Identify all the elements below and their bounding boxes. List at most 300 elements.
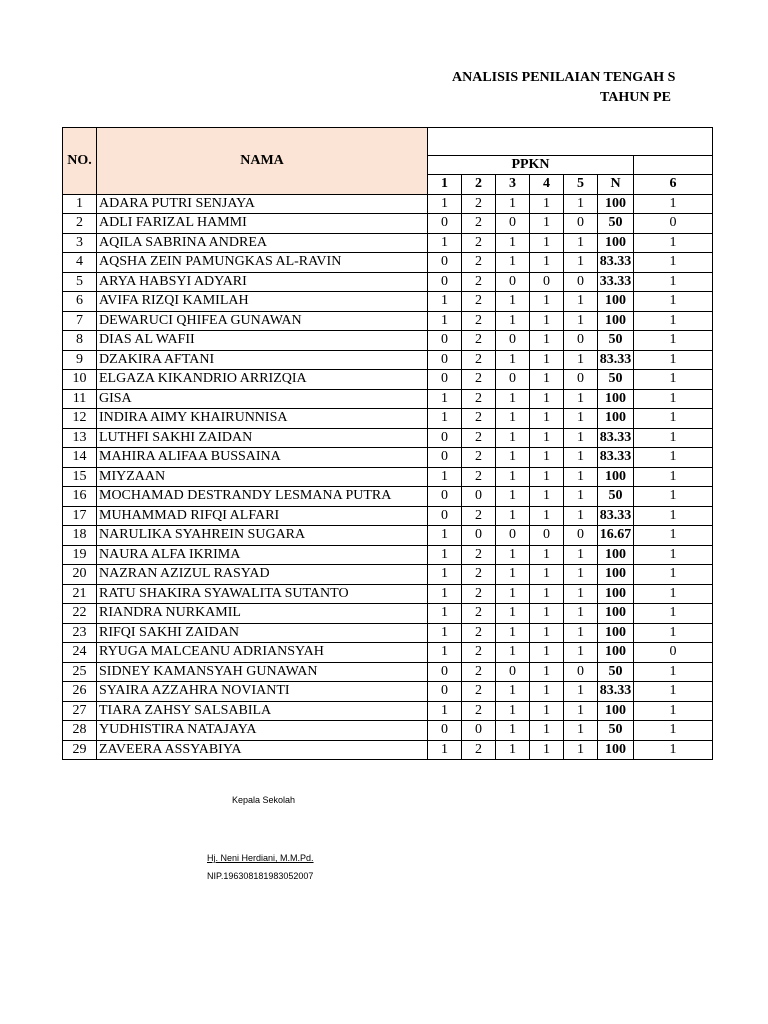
table-row: [63, 467, 713, 487]
score-n: 83.33: [598, 448, 634, 468]
score-n: 100: [598, 233, 634, 253]
score-n: 83.33: [598, 506, 634, 526]
column-header-no: NO.: [63, 128, 97, 195]
score-q4: 1: [530, 292, 564, 312]
score-q1: 1: [428, 409, 462, 429]
student-name: AQILA SABRINA ANDREA: [97, 233, 428, 253]
table-row: [63, 643, 713, 663]
score-q2: 2: [462, 701, 496, 721]
signature-role: Kepala Sekolah: [232, 795, 296, 805]
row-number: 14: [63, 448, 97, 468]
row-number: 26: [63, 682, 97, 702]
student-name: NAURA ALFA IKRIMA: [97, 545, 428, 565]
score-q5: 1: [564, 565, 598, 585]
score-q2: 2: [462, 409, 496, 429]
score-q2: 0: [462, 526, 496, 546]
score-q4: 1: [530, 194, 564, 214]
document-title-line1: ANALISIS PENILAIAN TENGAH S: [452, 70, 676, 85]
table-row: [63, 448, 713, 468]
row-number: 1: [63, 194, 97, 214]
score-q3: 1: [496, 623, 530, 643]
score-q6: 1: [634, 331, 713, 351]
score-q6: 1: [634, 370, 713, 390]
score-q3: 1: [496, 545, 530, 565]
score-q3: 1: [496, 584, 530, 604]
score-q2: 2: [462, 643, 496, 663]
score-n: 100: [598, 194, 634, 214]
score-n: 33.33: [598, 272, 634, 292]
score-n: 100: [598, 389, 634, 409]
score-q2: 2: [462, 623, 496, 643]
question-number-header: 6: [634, 175, 713, 195]
table-row: [63, 545, 713, 565]
score-q6: 0: [634, 214, 713, 234]
score-n: 50: [598, 487, 634, 507]
score-n: 100: [598, 623, 634, 643]
score-q4: 1: [530, 370, 564, 390]
score-q2: 2: [462, 467, 496, 487]
score-q2: 2: [462, 565, 496, 585]
student-name: ZAVEERA ASSYABIYA: [97, 740, 428, 760]
score-q1: 1: [428, 604, 462, 624]
score-q3: 1: [496, 253, 530, 273]
score-q1: 0: [428, 428, 462, 448]
score-q5: 1: [564, 643, 598, 663]
score-q4: 1: [530, 350, 564, 370]
score-q6: 1: [634, 506, 713, 526]
score-q5: 1: [564, 428, 598, 448]
question-number-header: 3: [496, 175, 530, 195]
table-row: [63, 272, 713, 292]
score-n: 100: [598, 740, 634, 760]
score-q4: 0: [530, 272, 564, 292]
question-number-header: 4: [530, 175, 564, 195]
score-q4: 1: [530, 740, 564, 760]
score-q1: 1: [428, 565, 462, 585]
student-name: RATU SHAKIRA SYAWALITA SUTANTO: [97, 584, 428, 604]
student-name: ARYA HABSYI ADYARI: [97, 272, 428, 292]
score-q3: 0: [496, 662, 530, 682]
score-q6: 1: [634, 740, 713, 760]
score-q6: 1: [634, 662, 713, 682]
row-number: 20: [63, 565, 97, 585]
score-q1: 1: [428, 545, 462, 565]
score-q4: 1: [530, 331, 564, 351]
row-number: 25: [63, 662, 97, 682]
score-q6: 1: [634, 350, 713, 370]
score-q5: 0: [564, 526, 598, 546]
score-q4: 1: [530, 253, 564, 273]
table-row: [63, 740, 713, 760]
row-number: 29: [63, 740, 97, 760]
student-name: RIFQI SAKHI ZAIDAN: [97, 623, 428, 643]
score-q3: 1: [496, 409, 530, 429]
score-q1: 0: [428, 662, 462, 682]
row-number: 5: [63, 272, 97, 292]
score-q5: 1: [564, 506, 598, 526]
score-n: 83.33: [598, 350, 634, 370]
score-q2: 2: [462, 448, 496, 468]
student-name: AQSHA ZEIN PAMUNGKAS AL-RAVIN: [97, 253, 428, 273]
table-row: [63, 662, 713, 682]
score-q1: 0: [428, 448, 462, 468]
table-row: [63, 487, 713, 507]
score-q4: 1: [530, 311, 564, 331]
score-n: 100: [598, 292, 634, 312]
student-name: INDIRA AIMY KHAIRUNNISA: [97, 409, 428, 429]
score-q2: 0: [462, 487, 496, 507]
student-name: RIANDRA NURKAMIL: [97, 604, 428, 624]
score-q1: 1: [428, 623, 462, 643]
score-q6: 1: [634, 701, 713, 721]
row-number: 3: [63, 233, 97, 253]
row-number: 24: [63, 643, 97, 663]
score-q3: 1: [496, 721, 530, 741]
student-name: ADLI FARIZAL HAMMI: [97, 214, 428, 234]
score-n: 100: [598, 409, 634, 429]
score-q5: 1: [564, 721, 598, 741]
score-q4: 1: [530, 428, 564, 448]
score-q2: 2: [462, 292, 496, 312]
score-n: 100: [598, 701, 634, 721]
score-q3: 0: [496, 370, 530, 390]
score-q6: 1: [634, 253, 713, 273]
score-q5: 1: [564, 311, 598, 331]
score-q5: 1: [564, 194, 598, 214]
score-q2: 2: [462, 584, 496, 604]
score-q3: 1: [496, 565, 530, 585]
score-q5: 1: [564, 487, 598, 507]
score-q4: 1: [530, 214, 564, 234]
student-name: DEWARUCI QHIFEA GUNAWAN: [97, 311, 428, 331]
score-q3: 1: [496, 506, 530, 526]
student-name: SYAIRA AZZAHRA NOVIANTI: [97, 682, 428, 702]
row-number: 10: [63, 370, 97, 390]
row-number: 6: [63, 292, 97, 312]
student-name: NAZRAN AZIZUL RASYAD: [97, 565, 428, 585]
score-q6: 1: [634, 311, 713, 331]
row-number: 18: [63, 526, 97, 546]
student-name: YUDHISTIRA NATAJAYA: [97, 721, 428, 741]
score-q2: 2: [462, 682, 496, 702]
row-number: 11: [63, 389, 97, 409]
table-row: [63, 253, 713, 273]
row-number: 15: [63, 467, 97, 487]
student-name: DIAS AL WAFII: [97, 331, 428, 351]
subject-header: PPKN: [428, 156, 634, 175]
table-row: [63, 526, 713, 546]
score-q2: 2: [462, 604, 496, 624]
header-blank-cell: [428, 128, 713, 156]
score-q3: 0: [496, 526, 530, 546]
score-n: 50: [598, 370, 634, 390]
row-number: 28: [63, 721, 97, 741]
score-q3: 1: [496, 740, 530, 760]
score-q3: 0: [496, 214, 530, 234]
score-q1: 0: [428, 214, 462, 234]
score-q3: 1: [496, 194, 530, 214]
score-q1: 0: [428, 370, 462, 390]
score-q2: 2: [462, 331, 496, 351]
score-q6: 1: [634, 467, 713, 487]
score-q5: 1: [564, 701, 598, 721]
score-n: 100: [598, 565, 634, 585]
question-number-header: 5: [564, 175, 598, 195]
score-q5: 1: [564, 604, 598, 624]
score-q6: 1: [634, 565, 713, 585]
score-q6: 1: [634, 604, 713, 624]
score-q4: 1: [530, 662, 564, 682]
score-q6: 0: [634, 643, 713, 663]
row-number: 4: [63, 253, 97, 273]
row-number: 23: [63, 623, 97, 643]
score-q1: 0: [428, 506, 462, 526]
student-name: MOCHAMAD DESTRANDY LESMANA PUTRA: [97, 487, 428, 507]
score-q2: 2: [462, 740, 496, 760]
score-q6: 1: [634, 194, 713, 214]
score-q5: 0: [564, 331, 598, 351]
score-q1: 0: [428, 721, 462, 741]
score-q2: 2: [462, 428, 496, 448]
score-q4: 1: [530, 545, 564, 565]
score-n: 100: [598, 643, 634, 663]
table-row: [63, 604, 713, 624]
score-q3: 1: [496, 311, 530, 331]
score-n: 50: [598, 331, 634, 351]
score-q2: 2: [462, 662, 496, 682]
score-q1: 0: [428, 682, 462, 702]
score-q6: 1: [634, 292, 713, 312]
score-q6: 1: [634, 545, 713, 565]
table-row: [63, 311, 713, 331]
score-q4: 1: [530, 584, 564, 604]
column-header-name: NAMA: [97, 128, 428, 195]
score-n: 50: [598, 721, 634, 741]
score-q2: 2: [462, 272, 496, 292]
score-q3: 1: [496, 604, 530, 624]
student-name: NARULIKA SYAHREIN SUGARA: [97, 526, 428, 546]
score-q5: 0: [564, 272, 598, 292]
score-q6: 1: [634, 428, 713, 448]
score-q3: 0: [496, 331, 530, 351]
question-number-header: 2: [462, 175, 496, 195]
score-q6: 1: [634, 526, 713, 546]
score-q5: 1: [564, 740, 598, 760]
score-n: 100: [598, 311, 634, 331]
score-q5: 1: [564, 350, 598, 370]
score-q4: 1: [530, 565, 564, 585]
score-n: 83.33: [598, 682, 634, 702]
score-n: 83.33: [598, 428, 634, 448]
row-number: 9: [63, 350, 97, 370]
score-q6: 1: [634, 487, 713, 507]
table-row: [63, 623, 713, 643]
score-n: 100: [598, 545, 634, 565]
student-name: MIYZAAN: [97, 467, 428, 487]
table-row: [63, 506, 713, 526]
score-q5: 1: [564, 389, 598, 409]
score-q5: 0: [564, 662, 598, 682]
score-n: 100: [598, 584, 634, 604]
score-q5: 1: [564, 623, 598, 643]
score-q3: 1: [496, 389, 530, 409]
score-n: 100: [598, 604, 634, 624]
score-q4: 1: [530, 487, 564, 507]
row-number: 17: [63, 506, 97, 526]
question-number-header: N: [598, 175, 634, 195]
score-q2: 2: [462, 389, 496, 409]
score-q5: 1: [564, 467, 598, 487]
score-q2: 0: [462, 721, 496, 741]
score-q1: 1: [428, 389, 462, 409]
score-q3: 1: [496, 701, 530, 721]
score-q1: 1: [428, 526, 462, 546]
score-q1: 1: [428, 233, 462, 253]
row-number: 8: [63, 331, 97, 351]
row-number: 16: [63, 487, 97, 507]
score-q5: 0: [564, 370, 598, 390]
table-row: [63, 565, 713, 585]
table-row: [63, 292, 713, 312]
score-q1: 1: [428, 584, 462, 604]
student-name: AVIFA RIZQI KAMILAH: [97, 292, 428, 312]
score-q6: 1: [634, 389, 713, 409]
row-number: 7: [63, 311, 97, 331]
table-row: [63, 214, 713, 234]
student-name: MUHAMMAD RIFQI ALFARI: [97, 506, 428, 526]
row-number: 21: [63, 584, 97, 604]
table-row: [63, 584, 713, 604]
score-q2: 2: [462, 370, 496, 390]
score-q2: 2: [462, 545, 496, 565]
score-q2: 2: [462, 253, 496, 273]
score-q1: 1: [428, 701, 462, 721]
student-name: GISA: [97, 389, 428, 409]
score-q4: 1: [530, 721, 564, 741]
signature-nip: NIP.196308181983052007: [207, 871, 314, 881]
score-q3: 1: [496, 350, 530, 370]
score-q1: 0: [428, 272, 462, 292]
score-q5: 1: [564, 545, 598, 565]
row-number: 27: [63, 701, 97, 721]
score-q1: 1: [428, 740, 462, 760]
score-q6: 1: [634, 623, 713, 643]
score-q4: 0: [530, 526, 564, 546]
table-row: [63, 409, 713, 429]
score-q4: 1: [530, 643, 564, 663]
score-n: 50: [598, 214, 634, 234]
score-q4: 1: [530, 448, 564, 468]
student-name: RYUGA MALCEANU ADRIANSYAH: [97, 643, 428, 663]
score-table: [62, 127, 713, 760]
table-row: [63, 350, 713, 370]
student-name: SIDNEY KAMANSYAH GUNAWAN: [97, 662, 428, 682]
table-row: [63, 194, 713, 214]
score-q6: 1: [634, 409, 713, 429]
score-q4: 1: [530, 682, 564, 702]
score-q1: 1: [428, 194, 462, 214]
score-n: 83.33: [598, 253, 634, 273]
score-q4: 1: [530, 389, 564, 409]
document-title-line2: TAHUN PE: [600, 90, 671, 105]
student-name: ADARA PUTRI SENJAYA: [97, 194, 428, 214]
score-q4: 1: [530, 409, 564, 429]
score-q3: 1: [496, 292, 530, 312]
score-q3: 1: [496, 428, 530, 448]
subject-header-next: [634, 156, 713, 175]
score-q4: 1: [530, 604, 564, 624]
student-name: LUTHFI SAKHI ZAIDAN: [97, 428, 428, 448]
score-q5: 1: [564, 292, 598, 312]
score-q1: 0: [428, 253, 462, 273]
score-q5: 1: [564, 409, 598, 429]
score-q5: 1: [564, 584, 598, 604]
table-row: [63, 701, 713, 721]
table-row: [63, 389, 713, 409]
row-number: 19: [63, 545, 97, 565]
score-q3: 1: [496, 487, 530, 507]
score-q4: 1: [530, 701, 564, 721]
score-q5: 1: [564, 448, 598, 468]
score-q1: 1: [428, 643, 462, 663]
score-q1: 1: [428, 467, 462, 487]
score-q2: 2: [462, 350, 496, 370]
score-n: 100: [598, 467, 634, 487]
question-number-header: 1: [428, 175, 462, 195]
row-number: 13: [63, 428, 97, 448]
score-q4: 1: [530, 233, 564, 253]
score-n: 50: [598, 662, 634, 682]
score-q4: 1: [530, 467, 564, 487]
score-q1: 0: [428, 350, 462, 370]
student-name: DZAKIRA AFTANI: [97, 350, 428, 370]
table-row: [63, 331, 713, 351]
score-q3: 1: [496, 643, 530, 663]
score-q5: 0: [564, 214, 598, 234]
score-q4: 1: [530, 623, 564, 643]
score-q1: 0: [428, 331, 462, 351]
score-q3: 1: [496, 682, 530, 702]
student-name: ELGAZA KIKANDRIO ARRIZQIA: [97, 370, 428, 390]
student-name: MAHIRA ALIFAA BUSSAINA: [97, 448, 428, 468]
score-n: 16.67: [598, 526, 634, 546]
score-q6: 1: [634, 233, 713, 253]
score-q3: 1: [496, 467, 530, 487]
score-q2: 2: [462, 194, 496, 214]
score-q6: 1: [634, 721, 713, 741]
score-q6: 1: [634, 682, 713, 702]
score-q2: 2: [462, 506, 496, 526]
score-q6: 1: [634, 584, 713, 604]
score-q5: 1: [564, 682, 598, 702]
score-q1: 0: [428, 487, 462, 507]
score-q6: 1: [634, 272, 713, 292]
score-q3: 1: [496, 448, 530, 468]
student-name: TIARA ZAHSY SALSABILA: [97, 701, 428, 721]
score-q4: 1: [530, 506, 564, 526]
table-row: [63, 428, 713, 448]
score-q2: 2: [462, 233, 496, 253]
score-q3: 1: [496, 233, 530, 253]
score-q3: 0: [496, 272, 530, 292]
score-q5: 1: [564, 253, 598, 273]
table-row: [63, 370, 713, 390]
row-number: 22: [63, 604, 97, 624]
score-q2: 2: [462, 214, 496, 234]
row-number: 2: [63, 214, 97, 234]
score-q1: 1: [428, 292, 462, 312]
row-number: 12: [63, 409, 97, 429]
